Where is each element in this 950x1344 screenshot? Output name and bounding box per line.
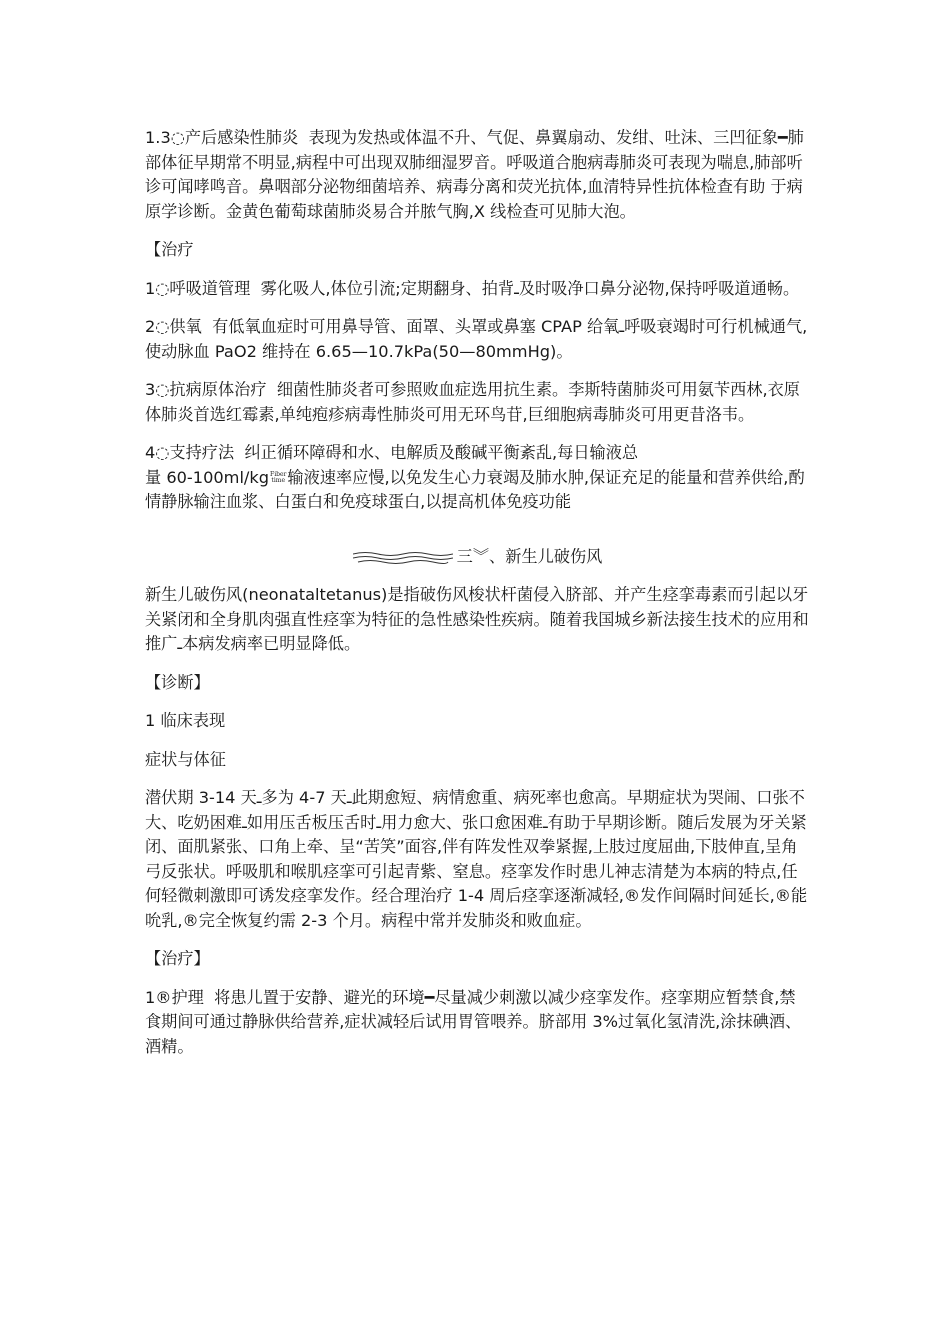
tiny-note (270, 472, 286, 484)
paragraph-postpartum-pneumonia: 1.3◌产后感染性肺炎 表现为发热或体温不升、气促、鼻翼扇动、发绀、吐沫、三凹征象━肺部体征早期常不明显,病程中可出现双肺细湿罗音。呼吸道合胞病毒肺炎可表现为喘息,肺部听诊可闻哮鸣音。鼻咽部分泌物细菌培养、病毒分离和荧光抗体,血清特异性抗体检查有助 于病原学诊断。金黄色葡萄球菌肺炎易合并脓气胸,X 线检查可见肺大泡。 (145, 128, 804, 221)
tiny-note-top: Fiber (270, 471, 287, 478)
supportive-therapy-part1: 4◌支持疗法 纠正循环障碍和水、电解质及酸碱平衡紊乱,每日输液总 量 60-100ml/kg (145, 443, 639, 487)
wave-decoration-icon (353, 550, 453, 564)
heading-symptoms-signs: 症状与体征 (145, 749, 226, 769)
tiny-note-bottom: time (271, 477, 285, 484)
paragraph-airway-management: 1◌呼吸道管理 雾化吸人,体位引流;定期翻身、拍背ـ及时吸净口鼻分泌物,保持呼吸道通畅。 (145, 278, 800, 298)
supportive-therapy-part2: 输液速率应慢,以免发生心力衰竭及肺水肿,保证充足的能量和营养供给,酌情静脉输注血浆、白蛋白和免疫球蛋白,以提高机体免疫功能 (145, 467, 805, 511)
paragraph-incubation-period: 潜伏期 3-14 天ـ多为 4-7 天ـ此期愈短、病情愈重、病死率也愈高。早期症状为哭闹、口张不大、吃奶困难ـ如用压舌板压舌时ـ用力愈大、张口愈困难ـ有助于早期诊断。随后发展为牙关紧闭、面肌紧张、口角上牵、呈“苦笑”面容,伴有阵发性双拳紧握,上肢过度屈曲,下肢伸直,呈角弓反张状。呼吸肌和喉肌痉挛可引起青紫、窒息。痉挛发作时患儿神志清楚为本病的特点,任何轻微刺激即可诱发痉挛发作。经合理治疗 1-4 周后痉挛逐渐减轻,®发作间隔时间延长,®能吮乳,®完全恢复约需 2-3 个月。病程中常并发肺炎和败血症。 (145, 788, 808, 930)
paragraph-oxygen-supply: 2◌供氧 有低氧血症时可用鼻导管、面罩、头罩或鼻塞 CPAP 给氧ـ呼吸衰竭时可行机械通气,使动脉血 PaO2 维持在 6.65—10.7kPa(50—80mmHg)。 (145, 317, 808, 361)
paragraph-nursing: 1®护理 将患儿置于安静、避光的环境━尽量减少刺激以减少痉挛发作。痉挛期应暂禁食,禁食期间可通过静脉供给营养,症状减轻后试用胃管喂养。脐部用 3%过氧化氢清洗,涂抹碘酒、酒精。 (145, 987, 802, 1056)
heading-diagnosis: 【诊断】 (145, 672, 210, 692)
paragraph-neonatal-tetanus-intro: 新生儿破伤风(neonataltetanus)是指破伤风梭状杆菌侵入脐部、并产生痉挛毒素而引起以牙关紧闭和全身肌肉强直性痉挛为特征的急性感染性疾病。随着我国城乡新法接生技术的应用和推广ـ本病发病率已明显降低。 (145, 585, 809, 653)
section-heading (145, 545, 810, 570)
document-content (145, 126, 810, 1073)
heading-clinical-manifestation: 1 临床表现 (145, 711, 226, 730)
paragraph-supportive-therapy (145, 441, 810, 515)
paragraph-anti-pathogen: 3◌抗病原体治疗 细菌性肺炎者可参照败血症选用抗生素。李斯特菌肺炎可用氨苄西林,衣原体肺炎首选红霉素,单纯疱疹病毒性肺炎可用无环鸟苷,巨细胞病毒肺炎可用更昔洛韦。 (145, 380, 800, 424)
section-heading-text: 三︾、新生儿破伤风 (456, 546, 603, 566)
heading-treatment: 【治疗 (145, 240, 194, 259)
heading-treatment-2: 【治疗】 (145, 949, 210, 968)
